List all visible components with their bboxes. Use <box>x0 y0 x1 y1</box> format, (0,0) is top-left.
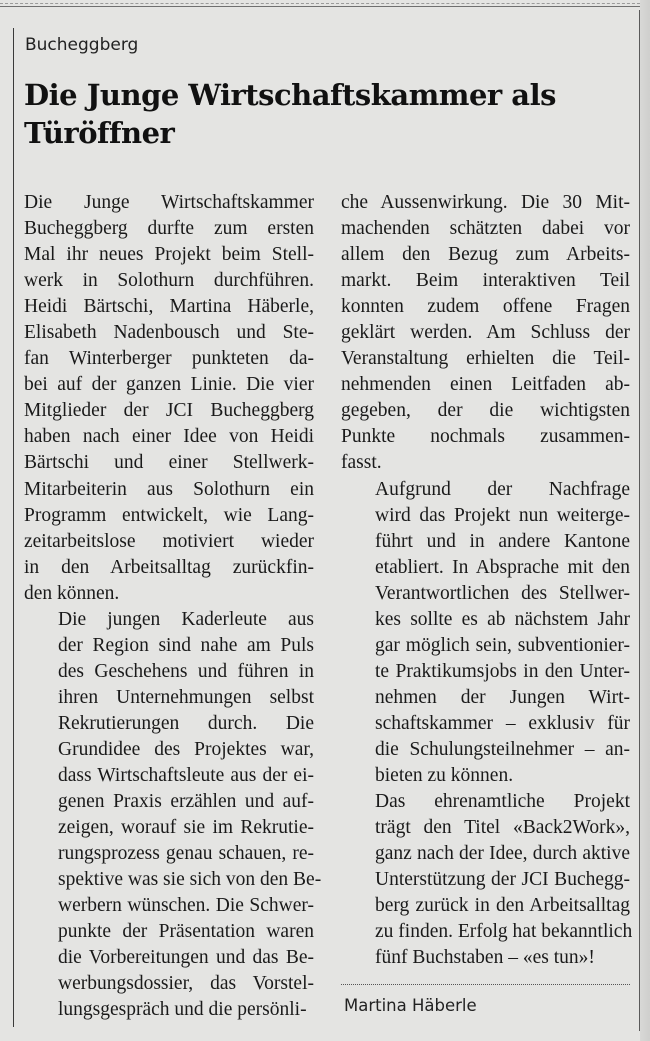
text-line: rungsprozess genau schauen, re- <box>58 843 314 865</box>
text-line: ganz nach der Idee, durch aktive <box>375 843 630 865</box>
left-column-rule <box>13 28 14 1027</box>
text-line: Punkte nochmals zusammen- <box>341 426 630 448</box>
text-line: fasst. <box>341 452 382 474</box>
text-line: konnten zudem offene Fragen <box>341 296 630 318</box>
article-kicker: Bucheggberg <box>25 35 139 55</box>
text-line: kes sollte es ab nächstem Jahr <box>375 608 630 630</box>
text-line: ihren Unternehmungen selbst <box>58 686 314 708</box>
text-line: che Aussenwirkung. Die 30 Mit- <box>341 192 630 213</box>
text-line: führt und in andere Kantone <box>375 530 630 552</box>
top-dotted-border <box>0 3 650 5</box>
text-line: werbern wünschen. Die Schwer- <box>58 895 314 917</box>
text-line: dass Wirtschaftsleute aus der ei- <box>58 765 314 787</box>
text-line: die Schulungsteilnehmer – an- <box>375 738 630 760</box>
text-line: Bärtschi und einer Stellwerk- <box>24 452 314 474</box>
article-byline: Martina Häberle <box>344 996 477 1015</box>
text-line: spektive was sie sich von den Be- <box>58 869 322 891</box>
text-line: gar möglich sein, subventionier- <box>375 634 630 656</box>
text-line: Die jungen Kaderleute aus <box>58 608 314 630</box>
text-line: wird das Projekt nun weiterge- <box>375 504 630 526</box>
text-line: Veranstaltung erhielten die Teil- <box>341 348 630 370</box>
text-line: etabliert. In Absprache mit den <box>375 556 630 578</box>
text-line: die Vorbereitungen und das Be- <box>58 947 314 969</box>
adjacent-page-edge <box>640 0 650 1041</box>
text-line: zeitarbeitslose motiviert wieder <box>24 530 314 552</box>
text-line: Elisabeth Nadenbousch und Ste- <box>24 322 314 344</box>
article-paragraph <box>24 190 314 607</box>
text-line: Mitarbeiterin aus Solothurn ein <box>24 478 314 500</box>
text-line: Heidi Bärtschi, Martina Häberle, <box>24 296 314 318</box>
text-line: Grundidee des Projektes war, <box>58 738 314 760</box>
text-line: haben nach einer Idee von Heidi <box>24 426 314 448</box>
text-line: te Praktikumsjobs in den Unter- <box>375 660 630 682</box>
text-line: zeigen, worauf sie im Rekrutie- <box>58 817 314 839</box>
text-line: Die Junge Wirtschaftskammer <box>24 192 314 213</box>
text-line: Unterstützung der JCI Buchegg- <box>375 869 630 891</box>
text-line: den können. <box>24 582 120 604</box>
text-line: allem den Bezug zum Arbeits- <box>341 244 630 266</box>
article-body-right-column <box>341 190 633 971</box>
text-line: schaftskammer – exklusiv für <box>375 712 630 734</box>
text-line: Das ehrenamtliche Projekt <box>375 791 630 813</box>
text-line: berg zurück in den Arbeitsalltag <box>375 895 630 917</box>
text-line: zu finden. Erfolg hat bekanntlich <box>375 921 633 943</box>
text-line: Programm entwickelt, wie Lang- <box>24 504 314 526</box>
article-paragraph <box>341 477 630 790</box>
text-line: genen Praxis erzählen und auf- <box>58 791 314 813</box>
text-line: markt. Beim interaktiven Teil <box>341 270 630 292</box>
text-line: werk in Solothurn durchführen. <box>24 270 314 292</box>
right-column-rule <box>639 10 640 1031</box>
top-border <box>0 6 650 7</box>
text-line: des Geschehens und führen in <box>58 660 314 682</box>
article-paragraph <box>341 190 630 477</box>
text-line: Mitglieder der JCI Bucheggberg <box>24 400 314 422</box>
text-line: fünf Buchstaben – «es tun»! <box>375 947 595 969</box>
article-body-left-column <box>24 190 322 1024</box>
text-line: bieten zu können. <box>375 765 514 787</box>
text-line: machenden schätzten dabei vor <box>341 218 630 240</box>
text-line: der Region sind nahe am Puls <box>58 634 314 656</box>
article-paragraph <box>24 607 322 1024</box>
text-line: punkte der Präsentation waren <box>58 921 314 943</box>
text-line: lungsgespräch und die persönli- <box>58 999 307 1021</box>
text-line: Mal ihr neues Projekt beim Stell- <box>24 244 314 266</box>
text-line: gegeben, der die wichtigsten <box>341 400 630 422</box>
text-line: werbungsdossier, das Vorstel- <box>58 973 314 995</box>
text-line: Aufgrund der Nachfrage <box>375 478 630 500</box>
text-line: Rekrutierungen durch. Die <box>58 712 314 734</box>
text-line: fan Winterberger punkteten da- <box>24 348 314 370</box>
text-line: nehmenden einen Leitfaden ab- <box>341 374 630 396</box>
byline-separator <box>341 984 630 986</box>
article-headline: Die Junge Wirtschaftskammer als Türöffner <box>24 78 556 150</box>
text-line: Bucheggberg durfte zum ersten <box>24 218 314 240</box>
text-line: geklärt werden. Am Schluss der <box>341 322 630 344</box>
article-paragraph <box>341 789 633 971</box>
text-line: nehmen der Jungen Wirt- <box>375 686 630 708</box>
text-line: in den Arbeitsalltag zurückfin- <box>24 556 314 578</box>
text-line: trägt den Titel «Back2Work», <box>375 817 630 839</box>
text-line: bei auf der ganzen Linie. Die vier <box>24 374 314 396</box>
text-line: Verantwortlichen des Stellwer- <box>375 582 630 604</box>
